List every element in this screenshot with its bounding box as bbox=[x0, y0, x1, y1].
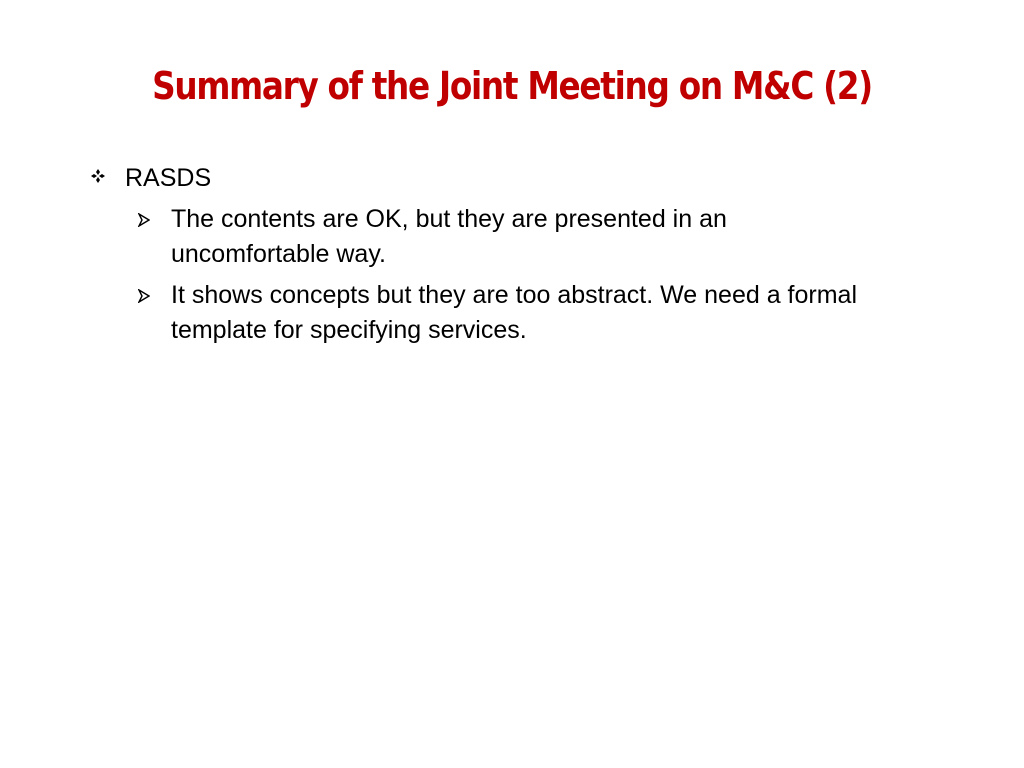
bullet-text: RASDS bbox=[125, 164, 212, 192]
bullet-item bbox=[90, 160, 970, 200]
sub-bullet-text: The contents are OK, but they are presented in an uncomfortable way. bbox=[171, 205, 727, 268]
four-diamond-bullet-icon bbox=[90, 168, 106, 184]
sub-bullet-item bbox=[138, 202, 898, 274]
slide-title: Summary of the Joint Meeting on M&C (2) bbox=[152, 64, 872, 108]
sub-bullet-item bbox=[138, 278, 898, 350]
sub-bullet-text: It shows concepts but they are too abstract. We need a formal template for specifying services. bbox=[171, 281, 858, 344]
arrowhead-bullet-icon bbox=[138, 213, 150, 227]
arrowhead-bullet-icon bbox=[138, 289, 150, 303]
